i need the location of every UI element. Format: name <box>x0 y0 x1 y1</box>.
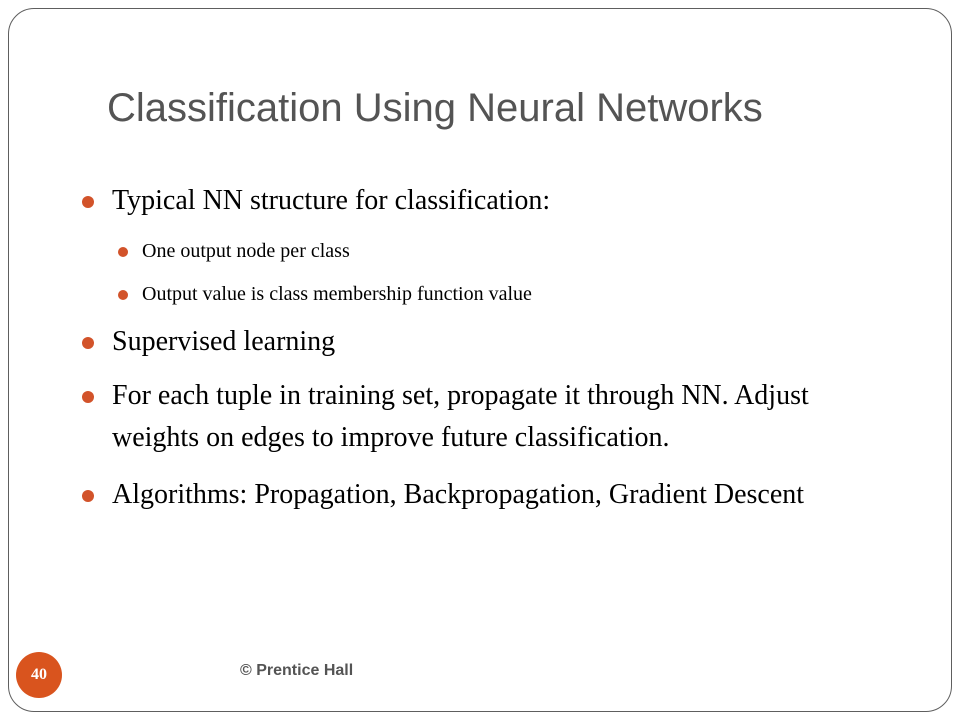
bullet-dot-icon <box>82 337 94 349</box>
bullet-text: For each tuple in training set, propagate it through NN. Adjust weights on edges to improve future classification. <box>112 380 809 453</box>
bullet-text: Typical NN structure for classification: <box>112 185 551 216</box>
bullet-item <box>112 321 872 363</box>
bullet-item <box>112 375 872 459</box>
bullet-text: Algorithms: Propagation, Backpropagation, Gradient Descent <box>112 479 805 510</box>
bullet-dot-icon <box>82 490 94 502</box>
page-number-badge: 40 <box>16 652 62 698</box>
bullet-item <box>112 474 872 516</box>
slide-title: Classification Using Neural Networks <box>107 86 763 130</box>
bullet-dot-icon <box>118 247 128 257</box>
bullet-dot-icon <box>82 196 94 208</box>
sub-bullet-item <box>142 237 842 265</box>
sub-bullet-text: One output node per class <box>142 240 350 262</box>
bullet-text: Supervised learning <box>112 326 336 357</box>
bullet-item <box>112 180 872 222</box>
sub-bullet-text: Output value is class membership function value <box>142 283 532 305</box>
bullet-dot-icon <box>82 391 94 403</box>
footer-copyright: © Prentice Hall <box>240 662 354 679</box>
bullet-dot-icon <box>118 290 128 300</box>
sub-bullet-item <box>142 280 842 308</box>
